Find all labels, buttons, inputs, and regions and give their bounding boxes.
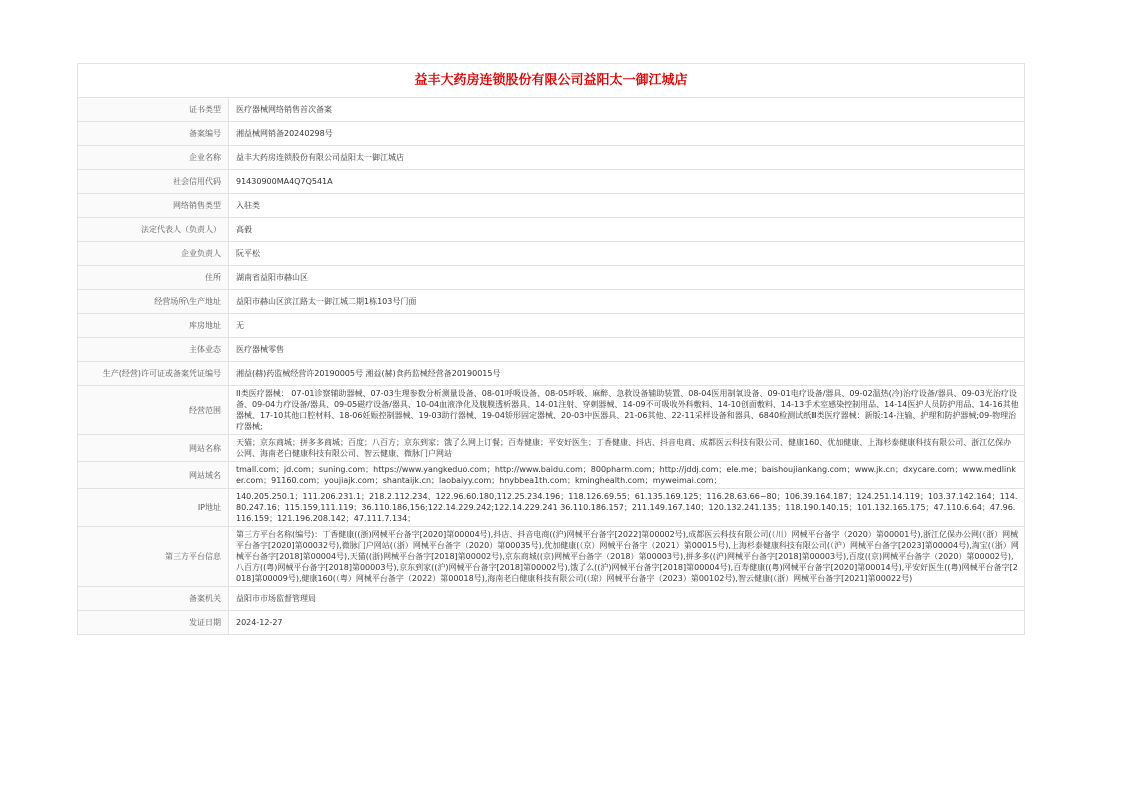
record-sheet	[77, 63, 1025, 635]
row-label: 发证日期	[78, 611, 229, 635]
table-row	[78, 266, 1025, 290]
row-label: 主体业态	[78, 338, 229, 362]
row-label: 企业名称	[78, 146, 229, 170]
row-value: 2024-12-27	[229, 611, 1025, 635]
row-label: 网络销售类型	[78, 194, 229, 218]
table-row	[78, 362, 1025, 386]
row-value: 天猫；京东商城；拼多多商城；百度；八百方；京东到家；饿了么网上订餐；百寿健康；平安好医生；丁香健康、抖店、抖音电商、成都医云科技有限公司、健康160、优加健康、上海杉泰健康科技有限公司、浙江亿保办公网、海南老白健康科技有限公司、智云健康、微脉门户网站	[229, 435, 1025, 462]
table-row	[78, 527, 1025, 587]
row-label: 库房地址	[78, 314, 229, 338]
table-row	[78, 314, 1025, 338]
row-value: II类医疗器械： 07-01诊察辅助器械、07-03生理参数分析测量设备、08-01呼吸设备、08-05呼吸、麻醉、急救设备辅助装置、08-04医用制氧设备、09-01电疗设备/器具、09-02温热(冷)治疗设备/器具、09-03光治疗设备、09-04力疗设备/器具、09-05磁疗设备/器具、10-04血液净化及腹膜透析器具、14-01注射、穿刺器械、14-09不可吸收外科敷料、14-10创面敷料、14-13手术室感染控制用品、14-14医护人员防护用品、14-16其他器械、17-10其他口腔材料、18-06妊娠控制器械、19-03助行器械、19-04矫形固定器械、20-03中医器具、21-06其他、22-11采样设备和器具、6840检测试纸Ⅲ类医疗器械：新版:14-注输、护理和防护器械;09-物理治疗器械;	[229, 386, 1025, 435]
row-label: 网站名称	[78, 435, 229, 462]
table-row	[78, 290, 1025, 314]
row-label: 社会信用代码	[78, 170, 229, 194]
table-row	[78, 587, 1025, 611]
row-label: 证书类型	[78, 98, 229, 122]
row-value: 第三方平台名称(编号)：丁香健康((浙)网械平台备字[2020]第00004号),抖店、抖音电商((沪)网械平台备字[2022]第00002号),成都医云科技有限公司(（川）网械平台备字（2020）第00001号),浙江亿保办公网(（浙）网械平台备字[2020]第00032号),微脉门户网站(（浙）网械平台备字（2020）第00035号),优加健康(（京）网械平台备字（2021）第00015号),上海杉泰健康科技有限公司(（沪）网械平台备字[2023]第00004号),淘宝(（浙）网械平台备字[2018]第00004号),天猫((浙)网械平台备字[2018]第00002号),京东商城((京)网械平台备字（2018）第00003号),拼多多((沪)网械平台备字[2018]第00003号),百度((京)网械平台备字（2020）第00002号),八百方((粤)网械平台备字[2018]第00003号),京东到家((沪)网械平台备字[2018]第00002号),饿了么((沪)网械平台备字[2018]第00004号),百寿健康((粤)网械平台备字[2020]第00014号),平安好医生((粤)网械平台备字[2018]第00009号),健康160(（粤）网械平台备字（2022）第00018号),海南老白健康科技有限公司(（琼）网械平台备字（2023）第00102号),智云健康(（浙）网械平台备字[2021]第00022号)	[229, 527, 1025, 587]
row-value: 无	[229, 314, 1025, 338]
row-value: 阮平松	[229, 242, 1025, 266]
row-label: 第三方平台信息	[78, 527, 229, 587]
table-row	[78, 170, 1025, 194]
table-row	[78, 218, 1025, 242]
row-value: 益阳市市场监督管理局	[229, 587, 1025, 611]
table-row	[78, 122, 1025, 146]
row-label: 网站域名	[78, 462, 229, 489]
table-row	[78, 611, 1025, 635]
table-row	[78, 146, 1025, 170]
table-row	[78, 462, 1025, 489]
table-row	[78, 194, 1025, 218]
row-label: IP地址	[78, 489, 229, 527]
row-label: 住所	[78, 266, 229, 290]
row-label: 生产(经营)许可证或备案凭证编号	[78, 362, 229, 386]
page-title: 益丰大药房连锁股份有限公司益阳太一御江城店	[77, 63, 1025, 97]
table-row	[78, 386, 1025, 435]
table-row	[78, 242, 1025, 266]
row-value: 医疗器械零售	[229, 338, 1025, 362]
row-label: 备案编号	[78, 122, 229, 146]
row-value: 医疗器械网络销售首次备案	[229, 98, 1025, 122]
row-value: 91430900MA4Q7Q541A	[229, 170, 1025, 194]
row-label: 企业负责人	[78, 242, 229, 266]
row-value: 高毅	[229, 218, 1025, 242]
row-label: 法定代表人（负责人）	[78, 218, 229, 242]
row-value: tmall.com；jd.com；suning.com；https://www.yangkeduo.com；http://www.baidu.com；800pharm.com；http://jddj.com；ele.me；baishoujiankang.com；www.jk.cn；dxycare.com；www.medlinker.com；91160.com；youjiajk.com；shantaijk.cn；laobaiyy.com；hnybbea1th.com；kminghealth.com；myweimai.com；	[229, 462, 1025, 489]
row-label: 经营范围	[78, 386, 229, 435]
table-row	[78, 435, 1025, 462]
row-value: 湖南省益阳市赫山区	[229, 266, 1025, 290]
row-value: 140.205.250.1；111.206.231.1；218.2.112.234、122.96.60.180,112.25.234.196；118.126.69.55；61.135.169.125；116.28.63.66~80；106.39.164.187；124.251.14.119；103.37.142.164；114.80.247.16；115.159,111.119；36.110.186,156;122.14.229.242;122.14.229.241 36.110.186.157；211.149.167.140；120.132.241.135；118.190.140.15；101.132.165.175；47.110.6.64；47.96.116.159；121.196.208.142；47.111.7.134；	[229, 489, 1025, 527]
row-value: 益丰大药房连锁股份有限公司益阳太一御江城店	[229, 146, 1025, 170]
table-row	[78, 338, 1025, 362]
row-value: 入驻类	[229, 194, 1025, 218]
row-value: 湘益(赫)药监械经营许20190005号 湘益(赫)食药监械经营备20190015号	[229, 362, 1025, 386]
row-value: 益阳市赫山区滨江路太一御江城二期1栋103号门面	[229, 290, 1025, 314]
table-row	[78, 489, 1025, 527]
record-table	[77, 97, 1025, 635]
row-value: 湘益械网销备20240298号	[229, 122, 1025, 146]
row-label: 经营场所\生产地址	[78, 290, 229, 314]
row-label: 备案机关	[78, 587, 229, 611]
table-row	[78, 98, 1025, 122]
